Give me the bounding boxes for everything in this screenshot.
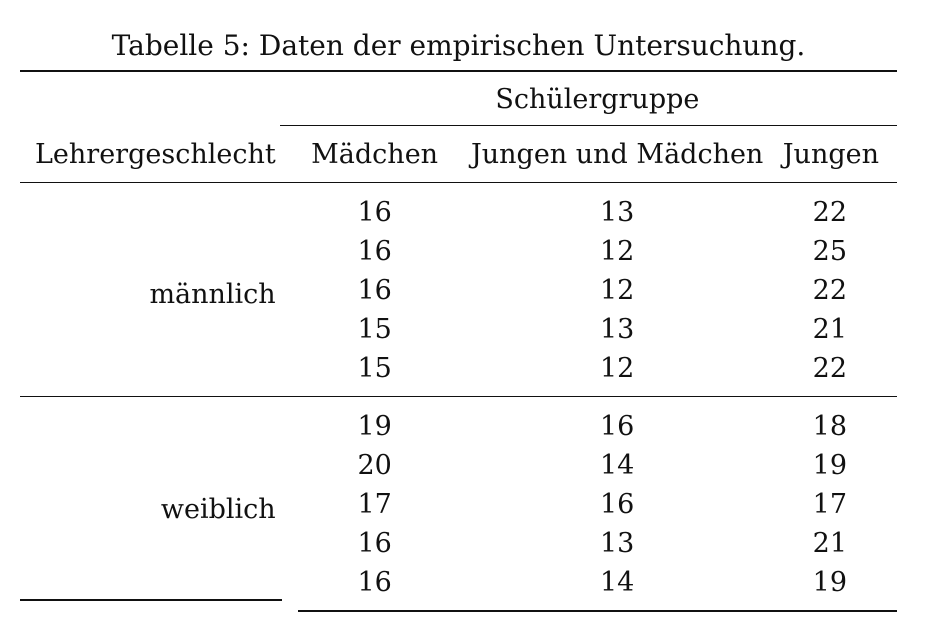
cell-maedchen: 16 bbox=[298, 183, 452, 233]
cell-jungen-und-maedchen: 16 bbox=[599, 489, 635, 520]
empty-header-cell bbox=[20, 71, 298, 127]
schuelergruppe-header bbox=[298, 71, 897, 127]
cell-jungen-und-maedchen: 13 bbox=[452, 183, 783, 233]
cell-maedchen: 16 bbox=[357, 275, 392, 306]
group-label-weiblich: weiblich bbox=[20, 397, 298, 612]
table-caption: Tabelle 5: Daten der empirischen Untersuchung. bbox=[111, 29, 806, 62]
column-header-jungen-und-maedchen: Jungen und Mädchen bbox=[470, 139, 764, 170]
cell-maedchen: 16 bbox=[298, 563, 452, 611]
schuelergruppe-label: Schülergruppe bbox=[495, 84, 700, 115]
cell-maedchen: 17 bbox=[357, 489, 392, 520]
cell-jungen: 21 bbox=[812, 528, 847, 559]
cell-jungen: 22 bbox=[783, 183, 897, 233]
cell-jungen-und-maedchen: 13 bbox=[599, 528, 635, 559]
table-header bbox=[20, 71, 897, 183]
table-row bbox=[20, 397, 897, 447]
cell-jungen: 21 bbox=[812, 314, 847, 345]
cell-jungen-und-maedchen: 13 bbox=[599, 314, 635, 345]
cell-jungen: 18 bbox=[783, 397, 897, 447]
cell-jungen-und-maedchen: 14 bbox=[599, 450, 635, 481]
cell-maedchen: 15 bbox=[357, 314, 392, 345]
table-body bbox=[20, 183, 897, 612]
table-row bbox=[20, 183, 897, 233]
cell-jungen-und-maedchen: 12 bbox=[599, 236, 635, 267]
column-header-lehrergeschlecht: Lehrergeschlecht bbox=[35, 139, 276, 170]
cell-jungen: 19 bbox=[783, 563, 897, 611]
cell-maedchen: 16 bbox=[357, 528, 392, 559]
data-table bbox=[20, 70, 897, 612]
cell-jungen: 25 bbox=[812, 236, 847, 267]
group-header-row bbox=[20, 71, 897, 127]
group-label-maennlich: männlich bbox=[20, 183, 298, 397]
bottom-rule-label-column bbox=[20, 599, 282, 601]
column-header-maedchen: Mädchen bbox=[311, 139, 439, 170]
cell-jungen-und-maedchen: 12 bbox=[599, 275, 635, 306]
cell-maedchen: 19 bbox=[298, 397, 452, 447]
cell-jungen-und-maedchen: 16 bbox=[452, 397, 783, 447]
cell-maedchen: 16 bbox=[357, 236, 392, 267]
cell-jungen: 17 bbox=[812, 489, 847, 520]
cell-jungen: 22 bbox=[812, 353, 847, 384]
column-header-row bbox=[20, 127, 897, 183]
cell-maedchen: 20 bbox=[357, 450, 392, 481]
cell-jungen-und-maedchen: 12 bbox=[599, 353, 635, 384]
cell-jungen-und-maedchen: 14 bbox=[452, 563, 783, 611]
cell-jungen: 22 bbox=[812, 275, 847, 306]
cell-jungen: 19 bbox=[812, 450, 847, 481]
schuelergruppe-cmidrule bbox=[280, 125, 897, 126]
cell-maedchen: 15 bbox=[357, 353, 392, 384]
column-header-jungen: Jungen bbox=[782, 139, 879, 170]
